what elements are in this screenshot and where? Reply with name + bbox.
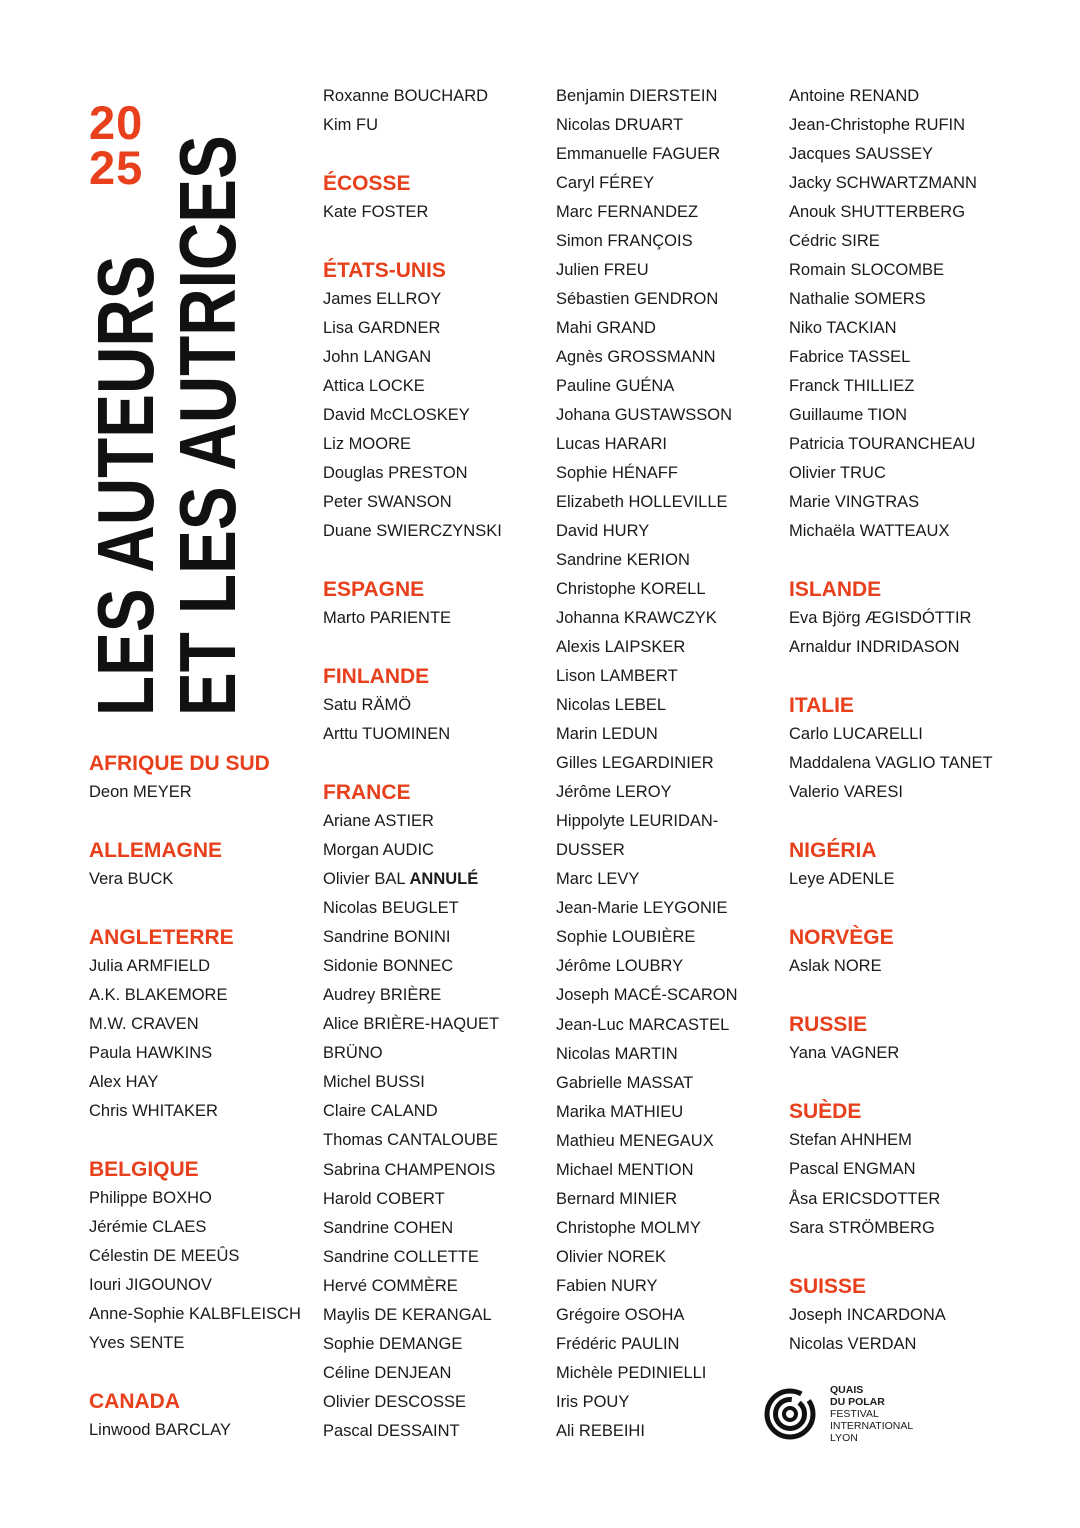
author-name: Fabrice TASSEL — [789, 348, 911, 367]
author-name: Christophe KORELL — [556, 580, 706, 599]
country-group — [89, 749, 321, 807]
author-name: Jérôme LOUBRY — [556, 957, 684, 976]
author-name: Sabrina CHAMPENOIS — [323, 1160, 496, 1179]
author-name: David HURY — [556, 522, 650, 541]
author-name: Liz MOORE — [323, 435, 412, 454]
cancelled-badge: ANNULÉ — [409, 870, 479, 889]
author-name: Åsa ERICSDOTTER — [789, 1189, 941, 1208]
author-name: Michèle PEDINIELLI — [556, 1363, 707, 1382]
author-name: Jacky SCHWARTZMANN — [789, 174, 977, 193]
author-name: Marie VINGTRAS — [789, 493, 920, 512]
author-name: Guillaume TION — [789, 406, 907, 425]
author-name: Joseph MACÉ-SCARON — [556, 986, 738, 1005]
author-name: Cédric SIRE — [789, 232, 880, 251]
author-name: Chris WHITAKER — [89, 1102, 218, 1121]
page-title — [81, 135, 252, 716]
country-group — [789, 1010, 1021, 1068]
author-name: Roxanne BOUCHARD — [323, 87, 489, 105]
country-group — [789, 923, 1021, 981]
author-name: Emmanuelle FAGUER — [556, 145, 721, 164]
author-column — [89, 749, 321, 1445]
author-name: Caryl FÉREY — [556, 174, 655, 193]
author-name: Niko TACKIAN — [789, 319, 897, 338]
author-name: Audrey BRIÈRE — [323, 986, 442, 1005]
country-group — [323, 256, 555, 546]
author-name: Morgan AUDIC — [323, 841, 434, 860]
author-name: Simon FRANÇOIS — [556, 232, 693, 251]
author-name: Romain SLOCOMBE — [789, 261, 944, 280]
author-name: Joseph INCARDONA — [789, 1305, 946, 1324]
author-name: Nicolas BEUGLET — [323, 899, 459, 918]
author-name: Ali REBEIHI — [556, 1421, 645, 1440]
country-heading: ÉTATS-UNIS — [323, 259, 446, 283]
author-name: Valerio VARESI — [789, 783, 904, 802]
author-name: Satu RÄMÖ — [323, 696, 412, 715]
author-name: Marc LEVY — [556, 870, 640, 889]
country-group — [89, 1155, 321, 1358]
country-heading: ESPAGNE — [323, 578, 425, 602]
author-name: Marc FERNANDEZ — [556, 203, 699, 222]
country-heading: NIGÉRIA — [789, 839, 877, 863]
author-name: Sophie HÉNAFF — [556, 464, 678, 483]
author-name: Nicolas DRUART — [556, 116, 684, 135]
country-group — [89, 923, 321, 1126]
author-name: Iouri JIGOUNOV — [89, 1276, 212, 1295]
author-name: Fabien NURY — [556, 1276, 658, 1295]
author-name: Nicolas LEBEL — [556, 696, 667, 715]
year-part: 20 — [89, 96, 144, 149]
country-heading: RUSSIE — [789, 1013, 868, 1037]
author-name: Michael MENTION — [556, 1160, 694, 1179]
author-name: Céline DENJEAN — [323, 1363, 452, 1382]
author-name: Lison LAMBERT — [556, 667, 678, 686]
author-name: Philippe BOXHO — [89, 1189, 212, 1208]
author-name: Nicolas VERDAN — [789, 1334, 917, 1353]
author-name: Olivier NOREK — [556, 1247, 667, 1266]
author-name: Gilles LEGARDINIER — [556, 754, 714, 773]
author-name: Sandrine COLLETTE — [323, 1247, 479, 1266]
author-name: Lucas HARARI — [556, 435, 667, 454]
author-column — [556, 82, 788, 1446]
author-name: Pauline GUÉNA — [556, 377, 675, 396]
author-name: Deon MEYER — [89, 783, 192, 802]
author-name: Olivier DESCOSSE — [323, 1392, 467, 1411]
author-name: Gabrielle MASSAT — [556, 1073, 694, 1092]
author-name: Jean-Christophe RUFIN — [789, 116, 966, 135]
author-name: John LANGAN — [323, 348, 432, 367]
author-name: A.K. BLAKEMORE — [89, 986, 228, 1005]
author-name: Sébastien GENDRON — [556, 290, 719, 309]
author-name: Nicolas MARTIN — [556, 1044, 678, 1063]
author-name: Christophe MOLMY — [556, 1218, 701, 1237]
author-name: Pascal ENGMAN — [789, 1160, 916, 1179]
author-name: Yves SENTE — [89, 1334, 185, 1353]
author-name: Arttu TUOMINEN — [323, 725, 451, 744]
logo-text: DU POLAR — [830, 1396, 885, 1408]
author-name: Leye ADENLE — [789, 870, 895, 889]
author-name: Vera BUCK — [89, 870, 174, 889]
author-name: Michaëla WATTEAUX — [789, 522, 950, 541]
author-name: Arnaldur INDRIDASON — [789, 638, 960, 657]
country-heading: CANADA — [89, 1390, 180, 1414]
author-name: Alex HAY — [89, 1073, 159, 1092]
author-name: Jean-Luc MARCASTEL — [556, 1015, 730, 1034]
author-name: Johanna KRAWCZYK — [556, 609, 717, 628]
country-heading: ANGLETERRE — [89, 926, 234, 950]
country-heading: BELGIQUE — [89, 1158, 199, 1182]
author-name: Douglas PRESTON — [323, 464, 468, 483]
author-name: Marin LEDUN — [556, 725, 658, 744]
author-name: Ariane ASTIER — [323, 812, 434, 831]
author-name: Yana VAGNER — [789, 1044, 900, 1063]
country-group — [323, 575, 555, 633]
author-name: Kim FU — [323, 116, 378, 135]
logo-text: QUAIS — [830, 1384, 864, 1396]
author-name: Sophie DEMANGE — [323, 1334, 463, 1353]
country-group — [789, 1272, 1021, 1359]
author-name: Jacques SAUSSEY — [789, 145, 933, 164]
author-name: Iris POUY — [556, 1392, 630, 1411]
author-name: Pascal DESSAINT — [323, 1421, 460, 1440]
year-part: 25 — [89, 141, 144, 194]
author-name: Hervé COMMÈRE — [323, 1276, 458, 1295]
author-name: Patricia TOURANCHEAU — [789, 435, 976, 454]
author-name: Alice BRIÈRE-HAQUET — [323, 1015, 500, 1034]
author-name: Peter SWANSON — [323, 493, 452, 512]
country-group — [789, 575, 1021, 662]
country-group — [323, 169, 555, 227]
country-heading: SUISSE — [789, 1274, 867, 1298]
country-heading: AFRIQUE DU SUD — [89, 752, 270, 775]
author-name: Claire CALAND — [323, 1102, 438, 1121]
author-name: Duane SWIERCZYNSKI — [323, 522, 502, 541]
author-column — [323, 82, 555, 1446]
author-name: Stefan AHNHEM — [789, 1131, 912, 1150]
author-name: Kate FOSTER — [323, 203, 429, 222]
author-name: Eva Björg ÆGISDÓTTIR — [789, 609, 972, 628]
author-name: David McCLOSKEY — [323, 406, 470, 425]
author-name: Thomas CANTALOUBE — [323, 1131, 498, 1150]
author-name: Sandrine BONINI — [323, 928, 451, 947]
author-name: Alexis LAIPSKER — [556, 638, 686, 657]
country-group — [89, 836, 321, 894]
author-name: Attica LOCKE — [323, 377, 425, 396]
author-name: Agnès GROSSMANN — [556, 348, 716, 367]
author-name: Julia ARMFIELD — [89, 957, 211, 976]
author-name: BRÜNO — [323, 1044, 383, 1063]
author-name: Hippolyte LEURIDAN- — [556, 812, 719, 831]
quais-du-polar-logo — [764, 1384, 964, 1454]
country-group — [789, 836, 1021, 894]
country-heading: ITALIE — [789, 694, 854, 718]
author-name: Frédéric PAULIN — [556, 1334, 680, 1353]
author-name-text: Olivier BAL — [323, 870, 410, 889]
country-group — [323, 662, 555, 749]
author-name: Elizabeth HOLLEVILLE — [556, 493, 728, 512]
country-heading: NORVÈGE — [789, 926, 894, 950]
country-group — [89, 1387, 321, 1445]
author-name: Bernard MINIER — [556, 1189, 678, 1208]
country-heading: ISLANDE — [789, 578, 882, 602]
author-name: Harold COBERT — [323, 1189, 445, 1208]
author-name: Carlo LUCARELLI — [789, 725, 923, 744]
author-name: Marto PARIENTE — [323, 609, 452, 628]
author-name: Antoine RENAND — [789, 87, 920, 105]
author-name: Grégoire OSOHA — [556, 1305, 685, 1324]
country-heading: FRANCE — [323, 781, 411, 805]
author-name: Maddalena VAGLIO TANET — [789, 754, 993, 773]
author-column — [789, 82, 1021, 1359]
author-name: Mathieu MENEGAUX — [556, 1131, 714, 1150]
author-name: M.W. CRAVEN — [89, 1015, 199, 1034]
country-group — [323, 778, 555, 1445]
country-heading: ALLEMAGNE — [89, 839, 222, 863]
author-name: Sophie LOUBIÈRE — [556, 928, 696, 947]
logo-text: INTERNATIONAL — [830, 1420, 914, 1432]
country-heading: SUÈDE — [789, 1100, 862, 1124]
author-name: Maylis DE KERANGAL — [323, 1305, 492, 1324]
country-group — [789, 1097, 1021, 1242]
author-name: James ELLROY — [323, 290, 442, 309]
author-name: Julien FREU — [556, 261, 649, 280]
author-name: Jérôme LEROY — [556, 783, 672, 802]
author-name: Franck THILLIEZ — [789, 377, 915, 396]
author-name: Anne-Sophie KALBFLEISCH — [89, 1305, 301, 1324]
author-name: Sandrine KERION — [556, 551, 690, 570]
author-name: Marika MATHIEU — [556, 1102, 684, 1121]
logo-text: FESTIVAL — [830, 1408, 879, 1420]
author-name: Célestin DE MEEÛS — [89, 1247, 240, 1266]
country-group — [789, 691, 1021, 807]
author-name: Nathalie SOMERS — [789, 290, 926, 309]
author-name: Sara STRÖMBERG — [789, 1218, 935, 1237]
country-group — [323, 82, 555, 140]
author-name: Lisa GARDNER — [323, 319, 441, 338]
author-name: Olivier TRUC — [789, 464, 886, 483]
author-name: Jean-Marie LEYGONIE — [556, 899, 728, 918]
author-name: Johana GUSTAWSSON — [556, 406, 733, 425]
author-name: Paula HAWKINS — [89, 1044, 213, 1063]
country-group — [789, 82, 1021, 546]
logo-text: LYON — [830, 1432, 858, 1444]
title-line: ET LES AUTRICES — [163, 135, 252, 716]
author-name: Michel BUSSI — [323, 1073, 425, 1092]
author-name: DUSSER — [556, 841, 625, 860]
author-name: Aslak NORE — [789, 957, 882, 976]
author-name — [323, 865, 555, 894]
country-heading: FINLANDE — [323, 665, 430, 689]
author-name: Mahi GRAND — [556, 319, 656, 338]
title-line: LES AUTEURS — [81, 255, 170, 716]
author-name: Jérémie CLAES — [89, 1218, 207, 1237]
author-name: Anouk SHUTTERBERG — [789, 203, 966, 222]
spiral-logo-icon — [764, 1388, 816, 1440]
country-heading: ÉCOSSE — [323, 172, 411, 196]
author-name: Benjamin DIERSTEIN — [556, 87, 718, 105]
country-group — [556, 82, 788, 1446]
author-name: Sidonie BONNEC — [323, 957, 454, 976]
author-name: Sandrine COHEN — [323, 1218, 454, 1237]
author-name: Linwood BARCLAY — [89, 1421, 231, 1440]
